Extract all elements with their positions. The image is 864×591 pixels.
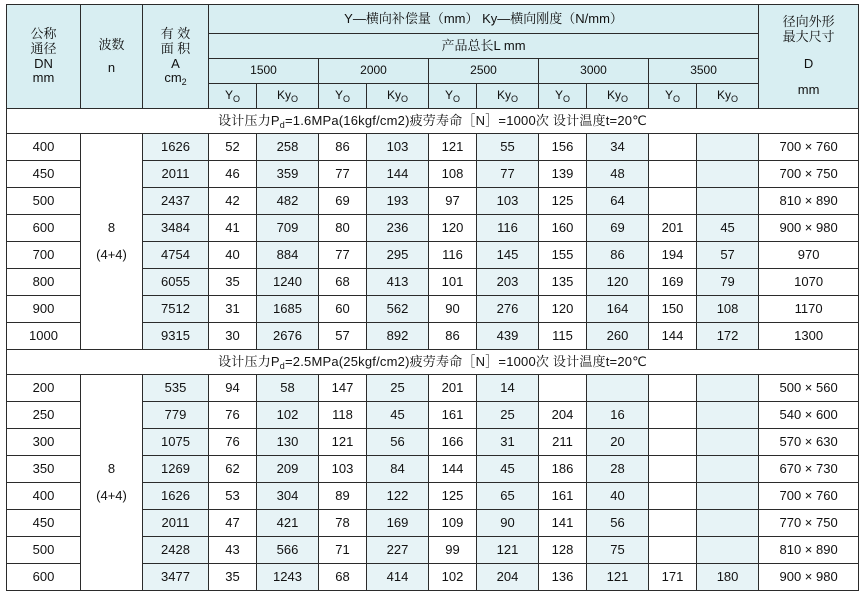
cell-yo-2500: 144: [429, 456, 477, 483]
header-area: [143, 5, 209, 109]
cell-yo-3000: 186: [539, 456, 587, 483]
cell-yo-3500: 171: [649, 564, 697, 591]
section-title-row: [7, 109, 859, 134]
header-area-line2: 面 积: [160, 40, 191, 56]
cell-yo-3500: [649, 483, 697, 510]
cell-yo-3500: 150: [649, 296, 697, 323]
cell-kyo-1500: 1243: [257, 564, 319, 591]
cell-outer-dim: 810 × 890: [759, 188, 859, 215]
cell-kyo-3000: 64: [587, 188, 649, 215]
cell-yo-3500: [649, 375, 697, 402]
cell-outer-dim: 810 × 890: [759, 537, 859, 564]
cell-outer-dim: 1170: [759, 296, 859, 323]
cell-kyo-1500: 482: [257, 188, 319, 215]
header-kyo-2000: $Ky_O$: [367, 84, 429, 109]
header-length-1500: 1500: [209, 59, 319, 84]
cell-yo-2000: 80: [319, 215, 367, 242]
cell-kyo-2500: 121: [477, 537, 539, 564]
cell-yo-3500: [649, 402, 697, 429]
cell-yo-2000: 77: [319, 161, 367, 188]
header-yo-2500: $Y_O$: [429, 84, 477, 109]
cell-yo-2000: 71: [319, 537, 367, 564]
cell-kyo-1500: 566: [257, 537, 319, 564]
cell-outer-dim: 700 × 760: [759, 134, 859, 161]
cell-dn: 350: [7, 456, 81, 483]
cell-kyo-2000: 122: [367, 483, 429, 510]
cell-kyo-2000: 193: [367, 188, 429, 215]
cell-kyo-2000: 236: [367, 215, 429, 242]
cell-kyo-2000: 144: [367, 161, 429, 188]
cell-area: 535: [143, 375, 209, 402]
cell-kyo-3000: 20: [587, 429, 649, 456]
cell-kyo-3000: 48: [587, 161, 649, 188]
cell-kyo-2000: 562: [367, 296, 429, 323]
header-area-line3: A: [171, 55, 180, 71]
cell-kyo-1500: 884: [257, 242, 319, 269]
cell-area: 1269: [143, 456, 209, 483]
cell-yo-2000: 78: [319, 510, 367, 537]
cell-kyo-3500: 108: [697, 296, 759, 323]
cell-outer-dim: 770 × 750: [759, 510, 859, 537]
cell-outer-dim: 540 × 600: [759, 402, 859, 429]
cell-outer-dim: 1300: [759, 323, 859, 350]
cell-yo-3500: [649, 510, 697, 537]
cell-yo-2500: 99: [429, 537, 477, 564]
header-length-3500: 3500: [649, 59, 759, 84]
header-outer: [759, 5, 859, 109]
cell-area: 7512: [143, 296, 209, 323]
header-length-3000: 3000: [539, 59, 649, 84]
section-title-row: [7, 350, 859, 375]
cell-wave-n: 8 (4+4): [81, 134, 143, 350]
header-kyo-3000: $Ky_O$: [587, 84, 649, 109]
cell-yo-1500: 31: [209, 296, 257, 323]
cell-yo-2500: 161: [429, 402, 477, 429]
cell-kyo-3000: 86: [587, 242, 649, 269]
cell-area: 2011: [143, 510, 209, 537]
cell-kyo-3500: 172: [697, 323, 759, 350]
table-row: [7, 375, 859, 402]
header-kyo-1500: $Ky_O$: [257, 84, 319, 109]
cell-dn: 700: [7, 242, 81, 269]
cell-yo-2000: 89: [319, 483, 367, 510]
cell-yo-3000: 115: [539, 323, 587, 350]
header-kyo-2500: $Ky_O$: [477, 84, 539, 109]
header-outer-line4: mm: [797, 82, 820, 98]
cell-dn: 800: [7, 269, 81, 296]
cell-yo-2000: 60: [319, 296, 367, 323]
cell-area: 1626: [143, 483, 209, 510]
cell-yo-1500: 46: [209, 161, 257, 188]
header-wave-line2: n: [107, 59, 116, 75]
cell-yo-1500: 30: [209, 323, 257, 350]
cell-yo-3500: 169: [649, 269, 697, 296]
cell-kyo-2000: 227: [367, 537, 429, 564]
cell-yo-2000: 68: [319, 269, 367, 296]
cell-kyo-3000: 34: [587, 134, 649, 161]
cell-dn: 250: [7, 402, 81, 429]
cell-yo-3000: 160: [539, 215, 587, 242]
cell-kyo-2500: 116: [477, 215, 539, 242]
cell-kyo-1500: 359: [257, 161, 319, 188]
cell-area: 1626: [143, 134, 209, 161]
cell-yo-3000: 139: [539, 161, 587, 188]
cell-kyo-3000: 40: [587, 483, 649, 510]
header-area-unit: $cm_2$: [164, 70, 187, 88]
cell-yo-2500: 166: [429, 429, 477, 456]
header-yo-1500: $Y_O$: [209, 84, 257, 109]
cell-kyo-3500: [697, 510, 759, 537]
cell-kyo-1500: 130: [257, 429, 319, 456]
cell-yo-2000: 69: [319, 188, 367, 215]
cell-yo-1500: 35: [209, 564, 257, 591]
cell-outer-dim: 700 × 760: [759, 483, 859, 510]
cell-kyo-3500: [697, 483, 759, 510]
cell-area: 9315: [143, 323, 209, 350]
cell-kyo-3500: [697, 134, 759, 161]
cell-yo-1500: 62: [209, 456, 257, 483]
cell-dn: 300: [7, 429, 81, 456]
cell-kyo-2500: 103: [477, 188, 539, 215]
cell-kyo-1500: 258: [257, 134, 319, 161]
cell-kyo-3000: [587, 375, 649, 402]
cell-yo-2500: 97: [429, 188, 477, 215]
header-row-1: [7, 5, 859, 34]
cell-kyo-1500: 1240: [257, 269, 319, 296]
cell-yo-3500: [649, 161, 697, 188]
cell-kyo-1500: 304: [257, 483, 319, 510]
cell-yo-1500: 76: [209, 402, 257, 429]
header-length-2500: 2500: [429, 59, 539, 84]
cell-yo-3000: 135: [539, 269, 587, 296]
cell-kyo-2000: 295: [367, 242, 429, 269]
cell-kyo-2500: 55: [477, 134, 539, 161]
header-outer-line2: 最大尺寸: [782, 28, 835, 44]
cell-kyo-3000: 260: [587, 323, 649, 350]
cell-yo-2500: 90: [429, 296, 477, 323]
header-yo-2000: $Y_O$: [319, 84, 367, 109]
cell-yo-2000: 57: [319, 323, 367, 350]
cell-wave-n: 8 (4+4): [81, 375, 143, 591]
cell-kyo-2500: 439: [477, 323, 539, 350]
cell-yo-1500: 35: [209, 269, 257, 296]
header-length-2000: 2000: [319, 59, 429, 84]
cell-dn: 500: [7, 537, 81, 564]
cell-kyo-3000: 69: [587, 215, 649, 242]
cell-kyo-2000: 45: [367, 402, 429, 429]
cell-yo-1500: 42: [209, 188, 257, 215]
cell-yo-2500: 109: [429, 510, 477, 537]
cell-kyo-3500: [697, 537, 759, 564]
cell-kyo-2500: 276: [477, 296, 539, 323]
cell-kyo-2500: 203: [477, 269, 539, 296]
cell-yo-2000: 118: [319, 402, 367, 429]
section-title-1: 设计压力$P_d=1.6MPa(16kgf/cm2)$疲劳寿命［N］=1000次 设计温度t=20℃: [7, 109, 859, 134]
cell-kyo-3500: [697, 188, 759, 215]
cell-dn: 450: [7, 161, 81, 188]
header-wave-line1: 波数: [98, 36, 125, 52]
cell-kyo-3000: 121: [587, 564, 649, 591]
cell-dn: 400: [7, 483, 81, 510]
cell-kyo-1500: 709: [257, 215, 319, 242]
cell-kyo-3000: 16: [587, 402, 649, 429]
cell-kyo-3500: [697, 375, 759, 402]
cell-kyo-2000: 84: [367, 456, 429, 483]
cell-dn: 1000: [7, 323, 81, 350]
cell-yo-1500: 40: [209, 242, 257, 269]
cell-area: 1075: [143, 429, 209, 456]
cell-area: 2437: [143, 188, 209, 215]
cell-yo-2500: 101: [429, 269, 477, 296]
cell-yo-3000: 136: [539, 564, 587, 591]
cell-yo-3500: [649, 134, 697, 161]
cell-kyo-2500: 45: [477, 456, 539, 483]
cell-kyo-3500: 79: [697, 269, 759, 296]
cell-outer-dim: 700 × 750: [759, 161, 859, 188]
cell-dn: 900: [7, 296, 81, 323]
cell-kyo-2000: 413: [367, 269, 429, 296]
header-dn-line4: mm: [32, 70, 55, 86]
cell-yo-2500: 108: [429, 161, 477, 188]
header-outer-line1: 径向外形: [782, 13, 835, 29]
cell-yo-3000: 155: [539, 242, 587, 269]
table-row: [7, 134, 859, 161]
cell-yo-3000: 211: [539, 429, 587, 456]
cell-kyo-2500: 204: [477, 564, 539, 591]
cell-area: 6055: [143, 269, 209, 296]
cell-area: 2011: [143, 161, 209, 188]
cell-kyo-2000: 56: [367, 429, 429, 456]
cell-yo-3500: 144: [649, 323, 697, 350]
cell-yo-3500: [649, 188, 697, 215]
cell-yo-2500: 201: [429, 375, 477, 402]
cell-dn: 500: [7, 188, 81, 215]
cell-kyo-1500: 2676: [257, 323, 319, 350]
header-dn-line3: DN: [34, 55, 53, 71]
cell-yo-2000: 68: [319, 564, 367, 591]
cell-kyo-1500: 1685: [257, 296, 319, 323]
cell-outer-dim: 970: [759, 242, 859, 269]
cell-outer-dim: 900 × 980: [759, 564, 859, 591]
cell-yo-3000: 120: [539, 296, 587, 323]
cell-yo-1500: 94: [209, 375, 257, 402]
bellows-spec-table: [6, 4, 859, 591]
header-yo-3000: $Y_O$: [539, 84, 587, 109]
header-kyo-3500: $Ky_O$: [697, 84, 759, 109]
cell-yo-1500: 52: [209, 134, 257, 161]
header-wave: [81, 5, 143, 109]
cell-yo-3000: 125: [539, 188, 587, 215]
header-dn-line1: 公称: [30, 25, 57, 41]
cell-yo-2500: 102: [429, 564, 477, 591]
cell-dn: 600: [7, 564, 81, 591]
cell-kyo-3000: 164: [587, 296, 649, 323]
cell-yo-1500: 53: [209, 483, 257, 510]
cell-kyo-1500: 421: [257, 510, 319, 537]
cell-yo-1500: 76: [209, 429, 257, 456]
cell-area: 779: [143, 402, 209, 429]
cell-kyo-3000: 28: [587, 456, 649, 483]
cell-area: 3484: [143, 215, 209, 242]
section-title-2: 设计压力$P_d=2.5MPa(25kgf/cm2)$疲劳寿命［N］=1000次 设计温度t=20℃: [7, 350, 859, 375]
cell-area: 2428: [143, 537, 209, 564]
cell-dn: 200: [7, 375, 81, 402]
cell-yo-1500: 47: [209, 510, 257, 537]
cell-yo-3000: 141: [539, 510, 587, 537]
cell-kyo-2500: 90: [477, 510, 539, 537]
cell-kyo-3500: 57: [697, 242, 759, 269]
cell-yo-2500: 86: [429, 323, 477, 350]
header-product-length: 产品总长L mm: [209, 34, 759, 59]
cell-kyo-3500: 45: [697, 215, 759, 242]
cell-kyo-3000: 75: [587, 537, 649, 564]
cell-yo-2000: 121: [319, 429, 367, 456]
cell-yo-3500: 201: [649, 215, 697, 242]
cell-kyo-2000: 892: [367, 323, 429, 350]
header-y-ky-title: Y—横向补偿量（mm） Ky—横向刚度（N/mm）: [209, 5, 759, 34]
cell-yo-3500: 194: [649, 242, 697, 269]
cell-kyo-2500: 145: [477, 242, 539, 269]
cell-kyo-2500: 65: [477, 483, 539, 510]
cell-dn: 600: [7, 215, 81, 242]
cell-kyo-2000: 169: [367, 510, 429, 537]
header-dn-line2: 通径: [30, 40, 57, 56]
cell-dn: 450: [7, 510, 81, 537]
cell-yo-3000: 204: [539, 402, 587, 429]
cell-outer-dim: 670 × 730: [759, 456, 859, 483]
header-area-line1: 有 效: [160, 25, 191, 41]
cell-kyo-2500: 31: [477, 429, 539, 456]
cell-yo-2500: 125: [429, 483, 477, 510]
cell-kyo-3000: 120: [587, 269, 649, 296]
cell-area: 4754: [143, 242, 209, 269]
cell-kyo-2000: 414: [367, 564, 429, 591]
cell-kyo-3500: [697, 429, 759, 456]
spec-table-page: [0, 4, 864, 584]
cell-yo-2000: 86: [319, 134, 367, 161]
cell-kyo-1500: 209: [257, 456, 319, 483]
cell-yo-3000: 161: [539, 483, 587, 510]
cell-kyo-3500: [697, 402, 759, 429]
header-dn: [7, 5, 81, 109]
cell-yo-3500: [649, 537, 697, 564]
cell-kyo-2500: 77: [477, 161, 539, 188]
cell-yo-2000: 77: [319, 242, 367, 269]
cell-yo-2000: 103: [319, 456, 367, 483]
cell-kyo-2500: 25: [477, 402, 539, 429]
cell-yo-3000: [539, 375, 587, 402]
cell-yo-1500: 43: [209, 537, 257, 564]
cell-outer-dim: 1070: [759, 269, 859, 296]
cell-yo-3000: 128: [539, 537, 587, 564]
cell-yo-2500: 116: [429, 242, 477, 269]
cell-kyo-1500: 102: [257, 402, 319, 429]
cell-outer-dim: 500 × 560: [759, 375, 859, 402]
cell-outer-dim: 900 × 980: [759, 215, 859, 242]
cell-kyo-3500: 180: [697, 564, 759, 591]
cell-yo-2000: 147: [319, 375, 367, 402]
cell-outer-dim: 570 × 630: [759, 429, 859, 456]
cell-kyo-2000: 25: [367, 375, 429, 402]
cell-yo-2500: 120: [429, 215, 477, 242]
cell-area: 3477: [143, 564, 209, 591]
header-outer-line3: D: [803, 55, 814, 71]
cell-dn: 400: [7, 134, 81, 161]
cell-kyo-1500: 58: [257, 375, 319, 402]
cell-yo-3500: [649, 429, 697, 456]
cell-kyo-3500: [697, 456, 759, 483]
cell-kyo-2500: 14: [477, 375, 539, 402]
cell-yo-3000: 156: [539, 134, 587, 161]
cell-yo-3500: [649, 456, 697, 483]
cell-kyo-2000: 103: [367, 134, 429, 161]
cell-kyo-3500: [697, 161, 759, 188]
cell-yo-1500: 41: [209, 215, 257, 242]
header-yo-3500: $Y_O$: [649, 84, 697, 109]
cell-kyo-3000: 56: [587, 510, 649, 537]
cell-yo-2500: 121: [429, 134, 477, 161]
